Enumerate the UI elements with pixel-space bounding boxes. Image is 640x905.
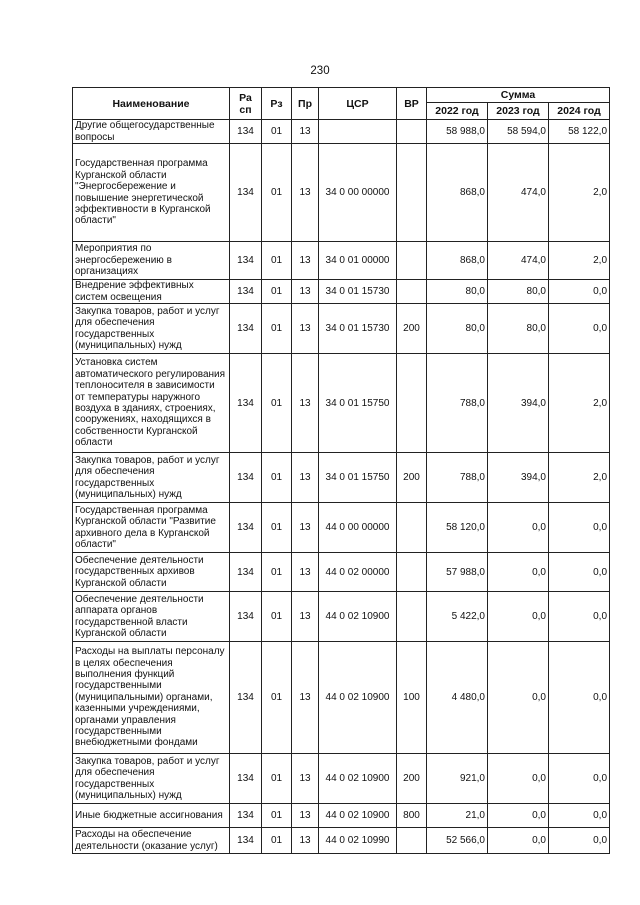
cell-csr: 34 0 01 15750 <box>319 453 397 503</box>
cell-name: Закупка товаров, работ и услуг для обеспечения государственных (муниципальных) нужд <box>73 453 230 503</box>
cell-vr <box>397 553 427 592</box>
cell-pr: 13 <box>292 592 319 642</box>
cell-pr: 13 <box>292 280 319 304</box>
cell-2024: 0,0 <box>549 754 610 804</box>
cell-pr: 13 <box>292 242 319 280</box>
cell-2024: 58 122,0 <box>549 120 610 144</box>
cell-vr <box>397 280 427 304</box>
cell-csr: 44 0 00 00000 <box>319 503 397 553</box>
cell-csr: 34 0 01 15730 <box>319 304 397 354</box>
cell-vr <box>397 120 427 144</box>
cell-2023: 80,0 <box>488 280 549 304</box>
cell-2023: 474,0 <box>488 144 549 242</box>
cell-2022: 80,0 <box>427 280 488 304</box>
table-body <box>73 120 610 854</box>
cell-rz: 01 <box>262 642 292 754</box>
cell-2023: 0,0 <box>488 553 549 592</box>
cell-2023: 0,0 <box>488 592 549 642</box>
cell-pr: 13 <box>292 304 319 354</box>
cell-2022: 921,0 <box>427 754 488 804</box>
cell-2022: 788,0 <box>427 453 488 503</box>
cell-vr <box>397 592 427 642</box>
cell-vr: 800 <box>397 804 427 828</box>
cell-csr: 44 0 02 10900 <box>319 642 397 754</box>
cell-rasp: 134 <box>230 503 262 553</box>
table-row <box>73 120 610 144</box>
cell-2022: 4 480,0 <box>427 642 488 754</box>
cell-2022: 21,0 <box>427 804 488 828</box>
cell-rasp: 134 <box>230 828 262 854</box>
cell-rasp: 134 <box>230 804 262 828</box>
cell-2024: 0,0 <box>549 304 610 354</box>
cell-2024: 0,0 <box>549 642 610 754</box>
header-rasp-line2: сп <box>239 103 252 116</box>
cell-rasp: 134 <box>230 354 262 453</box>
cell-pr: 13 <box>292 754 319 804</box>
budget-table <box>72 87 610 854</box>
cell-name: Закупка товаров, работ и услуг для обеспечения государственных (муниципальных) нужд <box>73 304 230 354</box>
cell-2022: 52 566,0 <box>427 828 488 854</box>
cell-rasp: 134 <box>230 553 262 592</box>
header-pr: Пр <box>292 88 319 120</box>
table-row <box>73 754 610 804</box>
table-row <box>73 503 610 553</box>
header-year-2023: 2023 год <box>488 103 549 120</box>
cell-rasp: 134 <box>230 592 262 642</box>
header-year-2024: 2024 год <box>549 103 610 120</box>
cell-rasp: 134 <box>230 304 262 354</box>
cell-pr: 13 <box>292 503 319 553</box>
cell-vr: 200 <box>397 754 427 804</box>
header-rasp <box>230 88 262 120</box>
cell-2023: 0,0 <box>488 754 549 804</box>
cell-rz: 01 <box>262 828 292 854</box>
cell-vr <box>397 828 427 854</box>
cell-name: Иные бюджетные ассигнования <box>73 804 230 828</box>
table-row <box>73 642 610 754</box>
cell-rz: 01 <box>262 592 292 642</box>
cell-rasp: 134 <box>230 642 262 754</box>
cell-2022: 5 422,0 <box>427 592 488 642</box>
cell-2024: 0,0 <box>549 592 610 642</box>
header-sum: Сумма <box>427 88 610 103</box>
cell-2024: 0,0 <box>549 804 610 828</box>
cell-rasp: 134 <box>230 242 262 280</box>
table-row <box>73 354 610 453</box>
cell-name: Расходы на выплаты персоналу в целях обеспечения выполнения функций государственными (муниципальными) органами, казенными учреждениями, органами управления государственными внебюджетными фондами <box>73 642 230 754</box>
cell-pr: 13 <box>292 453 319 503</box>
cell-rz: 01 <box>262 354 292 453</box>
cell-pr: 13 <box>292 642 319 754</box>
cell-2024: 0,0 <box>549 828 610 854</box>
cell-vr: 200 <box>397 453 427 503</box>
cell-rz: 01 <box>262 754 292 804</box>
cell-name: Мероприятия по энергосбережению в организациях <box>73 242 230 280</box>
cell-vr <box>397 354 427 453</box>
cell-2022: 868,0 <box>427 242 488 280</box>
cell-2022: 868,0 <box>427 144 488 242</box>
table-row <box>73 592 610 642</box>
cell-2022: 80,0 <box>427 304 488 354</box>
cell-csr: 34 0 01 15730 <box>319 280 397 304</box>
cell-csr: 44 0 02 10900 <box>319 804 397 828</box>
table-row <box>73 828 610 854</box>
cell-pr: 13 <box>292 804 319 828</box>
cell-vr: 100 <box>397 642 427 754</box>
table-row <box>73 553 610 592</box>
cell-2023: 80,0 <box>488 304 549 354</box>
cell-rz: 01 <box>262 503 292 553</box>
cell-name: Закупка товаров, работ и услуг для обеспечения государственных (муниципальных) нужд <box>73 754 230 804</box>
header-vr: ВР <box>397 88 427 120</box>
cell-rz: 01 <box>262 280 292 304</box>
cell-vr <box>397 503 427 553</box>
cell-rz: 01 <box>262 553 292 592</box>
cell-rasp: 134 <box>230 754 262 804</box>
cell-name: Государственная программа Курганской области "Развитие архивного дела в Курганской области" <box>73 503 230 553</box>
cell-vr: 200 <box>397 304 427 354</box>
cell-2024: 0,0 <box>549 280 610 304</box>
cell-2022: 58 988,0 <box>427 120 488 144</box>
cell-2022: 58 120,0 <box>427 503 488 553</box>
cell-2024: 2,0 <box>549 453 610 503</box>
cell-2024: 2,0 <box>549 354 610 453</box>
cell-csr: 44 0 02 00000 <box>319 553 397 592</box>
cell-2024: 0,0 <box>549 503 610 553</box>
table-row <box>73 453 610 503</box>
cell-2024: 0,0 <box>549 553 610 592</box>
cell-name: Расходы на обеспечение деятельности (оказание услуг) <box>73 828 230 854</box>
cell-2023: 0,0 <box>488 642 549 754</box>
cell-name: Государственная программа Курганской области "Энергосбережение и повышение энергетической эффективности в Курганской области" <box>73 144 230 242</box>
cell-csr: 44 0 02 10990 <box>319 828 397 854</box>
cell-2024: 2,0 <box>549 242 610 280</box>
cell-rz: 01 <box>262 304 292 354</box>
cell-2023: 474,0 <box>488 242 549 280</box>
cell-rz: 01 <box>262 453 292 503</box>
cell-vr <box>397 242 427 280</box>
cell-2023: 0,0 <box>488 828 549 854</box>
table-row <box>73 144 610 242</box>
cell-2022: 57 988,0 <box>427 553 488 592</box>
cell-vr <box>397 144 427 242</box>
cell-rz: 01 <box>262 242 292 280</box>
cell-2023: 394,0 <box>488 453 549 503</box>
cell-2022: 788,0 <box>427 354 488 453</box>
cell-pr: 13 <box>292 120 319 144</box>
table-row <box>73 280 610 304</box>
cell-rz: 01 <box>262 120 292 144</box>
cell-pr: 13 <box>292 553 319 592</box>
table-row <box>73 242 610 280</box>
cell-csr: 34 0 00 00000 <box>319 144 397 242</box>
cell-2024: 2,0 <box>549 144 610 242</box>
header-name: Наименование <box>73 88 230 120</box>
header-rasp-line1: Ра <box>239 91 252 104</box>
cell-csr: 34 0 01 00000 <box>319 242 397 280</box>
cell-rasp: 134 <box>230 120 262 144</box>
cell-rz: 01 <box>262 144 292 242</box>
page-number: 230 <box>310 65 330 77</box>
cell-rasp: 134 <box>230 144 262 242</box>
cell-name: Обеспечение деятельности государственных архивов Курганской области <box>73 553 230 592</box>
cell-pr: 13 <box>292 828 319 854</box>
cell-name: Установка систем автоматического регулирования теплоносителя в зависимости от температуры наружного воздуха в зданиях, строениях, сооружениях, находящихся в собственности Курганской области <box>73 354 230 453</box>
header-rz: Рз <box>262 88 292 120</box>
cell-csr: 44 0 02 10900 <box>319 592 397 642</box>
cell-name: Внедрение эффективных систем освещения <box>73 280 230 304</box>
cell-2023: 58 594,0 <box>488 120 549 144</box>
cell-pr: 13 <box>292 354 319 453</box>
cell-rasp: 134 <box>230 453 262 503</box>
cell-2023: 394,0 <box>488 354 549 453</box>
cell-csr: 44 0 02 10900 <box>319 754 397 804</box>
cell-rasp: 134 <box>230 280 262 304</box>
cell-rz: 01 <box>262 804 292 828</box>
table-row <box>73 304 610 354</box>
cell-csr <box>319 120 397 144</box>
header-year-2022: 2022 год <box>427 103 488 120</box>
table-row <box>73 804 610 828</box>
cell-csr: 34 0 01 15750 <box>319 354 397 453</box>
cell-2023: 0,0 <box>488 503 549 553</box>
cell-name: Другие общегосударственные вопросы <box>73 120 230 144</box>
cell-pr: 13 <box>292 144 319 242</box>
table-header <box>73 88 610 120</box>
cell-name: Обеспечение деятельности аппарата органов государственной власти Курганской области <box>73 592 230 642</box>
header-csr: ЦСР <box>319 88 397 120</box>
cell-2023: 0,0 <box>488 804 549 828</box>
